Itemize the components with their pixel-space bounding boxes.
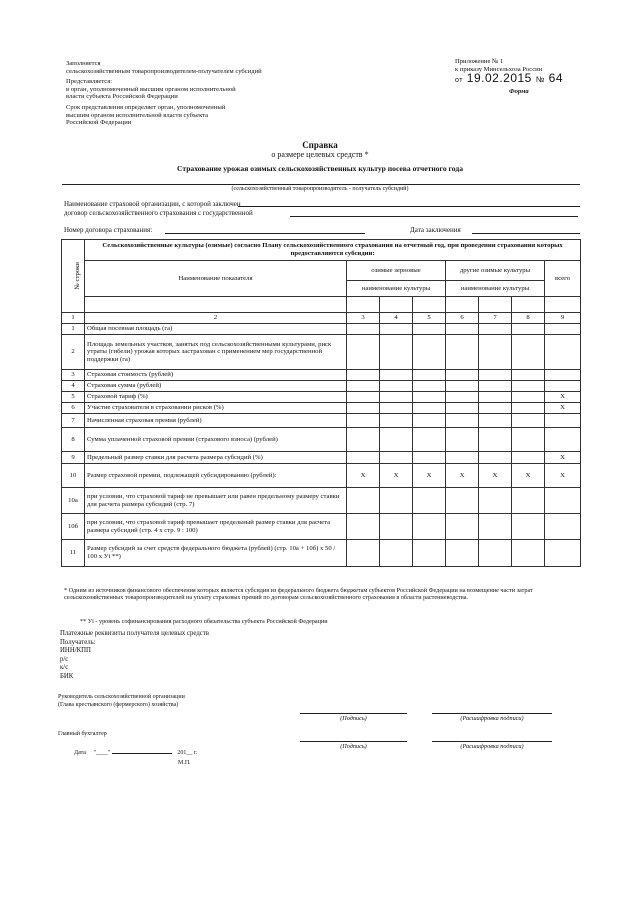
value-cell bbox=[380, 514, 413, 540]
value-cell bbox=[479, 335, 512, 370]
value-cell bbox=[479, 452, 512, 464]
value-cell bbox=[446, 370, 479, 381]
value-cell bbox=[512, 324, 545, 335]
head-sign-caption: (Подпись) bbox=[340, 715, 367, 722]
acc-decode-line bbox=[432, 741, 552, 742]
row-indicator-name: Страховая сумма (рублей) bbox=[85, 381, 347, 392]
value-cell bbox=[545, 428, 581, 452]
winter-grain-header: озимые зерновые bbox=[347, 261, 446, 281]
table-row bbox=[62, 540, 581, 567]
value-cell bbox=[380, 403, 413, 414]
row-number: 9 bbox=[62, 452, 85, 464]
value-cell bbox=[446, 392, 479, 403]
table-row bbox=[62, 381, 581, 392]
table-row bbox=[62, 403, 581, 414]
footnote-1: * Одним из источников финансового обеспечения которых является субсидия из федерального бюджета бюджетам субъектов Российской Федерации на возмещение части затрат сельскохозяйственных товаропроизводителей на уплату страховых премий по договорам сельскохозяйственного страхования в области растениеводства. bbox=[64, 587, 533, 602]
date-label: Дата bbox=[74, 750, 86, 756]
col-number: 5 bbox=[413, 313, 446, 324]
crop-group-header: Сельскохозяйственные культуры (озимые) согласно Плану сельскохозяйственного страхования на отчетный год, при проведении страхования которых предоставляются субсидии: bbox=[85, 240, 581, 261]
ks-label: к/с bbox=[60, 664, 69, 671]
submit-to-line1: в орган, уполномоченный высшим органом исполнительной bbox=[66, 85, 236, 93]
row-indicator-name: Предельный размер ставки для расчета размера субсидий (%) bbox=[85, 452, 347, 464]
row-number: 10б bbox=[62, 514, 85, 540]
value-cell bbox=[479, 403, 512, 414]
col-number: 7 bbox=[479, 313, 512, 324]
row-number: 5 bbox=[62, 392, 85, 403]
row-indicator-name: Общая посевная площадь (га) bbox=[85, 324, 347, 335]
table-row bbox=[62, 392, 581, 403]
value-cell bbox=[512, 488, 545, 514]
value-cell bbox=[446, 428, 479, 452]
value-cell bbox=[446, 324, 479, 335]
value-cell bbox=[479, 414, 512, 428]
insurer-field-line-2 bbox=[290, 216, 578, 217]
row-indicator-name: Начисленная страховая премия (рублей) bbox=[85, 414, 347, 428]
acc-sign-caption: (Подпись) bbox=[340, 743, 367, 750]
blank-cell bbox=[479, 297, 512, 313]
value-cell bbox=[347, 335, 380, 370]
table-row bbox=[62, 414, 581, 428]
value-cell bbox=[446, 514, 479, 540]
acc-decode-caption: (Расшифровка подписи) bbox=[460, 743, 524, 750]
value-cell bbox=[413, 452, 446, 464]
value-cell bbox=[479, 324, 512, 335]
value-cell bbox=[380, 324, 413, 335]
value-cell bbox=[446, 414, 479, 428]
inn-label: ИНН/КПП bbox=[60, 647, 91, 654]
total-header: всего bbox=[545, 261, 581, 297]
title-block bbox=[0, 140, 640, 173]
table-row bbox=[62, 370, 581, 381]
value-cell bbox=[446, 335, 479, 370]
value-cell: X bbox=[479, 464, 512, 488]
stamp-place: М.П. bbox=[178, 760, 191, 766]
row-number: 1 bbox=[62, 324, 85, 335]
order-label: к приказу Минсельхоза России bbox=[455, 66, 543, 73]
row-number: 2 bbox=[62, 335, 85, 370]
footnote-2: ** Уi - уровень софинансирования расходного обязательства субъекта Российской Федерации bbox=[80, 618, 328, 625]
order-date-prefix: от bbox=[455, 77, 463, 84]
date-line-block bbox=[74, 750, 274, 757]
row-number: 8 bbox=[62, 428, 85, 452]
deadline-line2: высшим органом исполнительной власти субъекта bbox=[66, 111, 209, 119]
head-sign-line bbox=[300, 713, 407, 714]
row-number: 10а bbox=[62, 488, 85, 514]
contract-date-line bbox=[472, 233, 580, 234]
value-cell bbox=[545, 335, 581, 370]
value-cell bbox=[479, 514, 512, 540]
table-row bbox=[62, 488, 581, 514]
blank-cell bbox=[347, 297, 380, 313]
value-cell bbox=[347, 370, 380, 381]
row-indicator-name: при условии, что страховой тариф не превышает или равен предельному размеру ставки для расчета размера субсидий (стр. 7) bbox=[85, 488, 347, 514]
blank-cell bbox=[446, 297, 479, 313]
value-cell bbox=[446, 540, 479, 567]
value-cell bbox=[479, 392, 512, 403]
value-cell bbox=[545, 324, 581, 335]
crop-name-header-1: наименование культуры bbox=[347, 281, 446, 297]
value-cell bbox=[413, 324, 446, 335]
header-left-block bbox=[66, 60, 336, 130]
row-indicator-name: Страховой тариф (%) bbox=[85, 392, 347, 403]
blank-cell bbox=[413, 297, 446, 313]
row-number: 3 bbox=[62, 370, 85, 381]
value-cell: X bbox=[413, 464, 446, 488]
blank-cell bbox=[512, 297, 545, 313]
value-cell bbox=[413, 428, 446, 452]
value-cell bbox=[479, 381, 512, 392]
table-row bbox=[62, 335, 581, 370]
table-row bbox=[62, 452, 581, 464]
col-number: 8 bbox=[512, 313, 545, 324]
value-cell: X bbox=[545, 392, 581, 403]
appendix-label: Приложение № 1 bbox=[455, 58, 504, 65]
doc-topic: Страхование урожая озимых сельскохозяйственных культур посева отчетного года bbox=[177, 164, 463, 173]
col-number: 1 bbox=[62, 313, 85, 324]
contract-date-label: Дата заключения bbox=[410, 226, 461, 234]
indicator-header: Наименование показателя bbox=[85, 261, 347, 297]
value-cell bbox=[545, 488, 581, 514]
row-indicator-name: Сумма уплаченной страховой премии (страхового взноса) (рублей) bbox=[85, 428, 347, 452]
value-cell bbox=[347, 540, 380, 567]
value-cell bbox=[347, 514, 380, 540]
other-winter-header: другие озимые культуры bbox=[446, 261, 545, 281]
row-indicator-name: при условии, что страховой тариф превышает предельный размер ставки для расчета размера субсидий (стр. 4 х стр. 9 : 100) bbox=[85, 514, 347, 540]
value-cell bbox=[380, 414, 413, 428]
value-cell bbox=[413, 370, 446, 381]
submit-note: Представляется: bbox=[66, 78, 113, 86]
value-cell bbox=[380, 335, 413, 370]
table-row bbox=[62, 428, 581, 452]
producer-caption: (сельскохозяйственный товаропроизводитель - получатель субсидий) bbox=[231, 186, 409, 192]
value-cell bbox=[512, 428, 545, 452]
value-cell bbox=[545, 370, 581, 381]
order-num-prefix: № bbox=[535, 75, 545, 84]
value-cell bbox=[380, 488, 413, 514]
value-cell bbox=[380, 392, 413, 403]
date-day: "____" bbox=[93, 750, 111, 756]
head-label-1: Руководитель сельскохозяйственной организации bbox=[58, 694, 185, 700]
value-cell bbox=[347, 324, 380, 335]
value-cell bbox=[413, 540, 446, 567]
accountant-label: Главный бухгалтер bbox=[58, 731, 107, 737]
value-cell bbox=[545, 514, 581, 540]
value-cell: X bbox=[512, 464, 545, 488]
value-cell: X bbox=[545, 452, 581, 464]
producer-line bbox=[62, 184, 580, 185]
value-cell bbox=[479, 488, 512, 514]
value-cell bbox=[413, 381, 446, 392]
value-cell: X bbox=[380, 464, 413, 488]
value-cell bbox=[512, 540, 545, 567]
col-number: 9 bbox=[545, 313, 581, 324]
value-cell bbox=[413, 392, 446, 403]
value-cell: X bbox=[446, 464, 479, 488]
insurer-label-1: Наименование страховой организации, с которой заключен bbox=[64, 200, 241, 208]
value-cell bbox=[545, 540, 581, 567]
value-cell bbox=[380, 428, 413, 452]
date-year: 201__ г. bbox=[177, 750, 198, 756]
value-cell bbox=[413, 403, 446, 414]
value-cell bbox=[413, 335, 446, 370]
contract-field-line bbox=[165, 233, 365, 234]
payment-title: Платежные реквизиты получателя целевых средств bbox=[60, 630, 210, 637]
col-number: 4 bbox=[380, 313, 413, 324]
table-row bbox=[62, 514, 581, 540]
value-cell bbox=[512, 403, 545, 414]
value-cell bbox=[347, 414, 380, 428]
table-row bbox=[62, 464, 581, 488]
submit-to-line2: власти субъекта Российской Федерации bbox=[66, 93, 178, 101]
value-cell bbox=[347, 452, 380, 464]
value-cell bbox=[413, 514, 446, 540]
row-indicator-name: Участие страхователя в страховании рисков (%) bbox=[85, 403, 347, 414]
row-indicator-name: Площадь земельных участков, занятых под сельскохозяйственными культурами, риск утраты (гибели) урожая которых застрахован с применением мер государственной поддержки (га) bbox=[85, 335, 347, 370]
rs-label: р/с bbox=[60, 655, 69, 663]
insurer-label-2: договор сельскохозяйственного страхования с государственной bbox=[64, 209, 253, 217]
subsidy-table bbox=[61, 239, 581, 567]
value-cell bbox=[413, 414, 446, 428]
fill-note-who: сельскохозяйственным товаропроизводителем-получателем субсидий bbox=[66, 67, 262, 75]
crop-name-header-2: наименование культуры bbox=[446, 281, 545, 297]
value-cell: X bbox=[545, 403, 581, 414]
row-number: 6 bbox=[62, 403, 85, 414]
value-cell bbox=[413, 488, 446, 514]
value-cell bbox=[479, 370, 512, 381]
value-cell bbox=[380, 381, 413, 392]
value-cell bbox=[512, 514, 545, 540]
value-cell bbox=[347, 381, 380, 392]
head-decode-line bbox=[432, 713, 552, 714]
value-cell bbox=[512, 392, 545, 403]
row-number: 7 bbox=[62, 414, 85, 428]
value-cell bbox=[512, 414, 545, 428]
value-cell bbox=[479, 540, 512, 567]
head-label-2: (Глава крестьянского (фермерского) хозяйства) bbox=[58, 702, 179, 708]
value-cell bbox=[512, 335, 545, 370]
col-number: 2 bbox=[85, 313, 347, 324]
blank-cell bbox=[380, 297, 413, 313]
value-cell bbox=[479, 428, 512, 452]
date-month-line bbox=[112, 753, 172, 754]
table-row bbox=[62, 324, 581, 335]
doc-subtitle: о размере целевых средств * bbox=[271, 150, 369, 159]
order-number: 64 bbox=[548, 71, 563, 85]
value-cell bbox=[347, 392, 380, 403]
doc-title: Справка bbox=[302, 140, 338, 150]
row-number: 10 bbox=[62, 464, 85, 488]
bik-label: БИК bbox=[60, 672, 74, 680]
row-indicator-name: Страховая стоимость (рублей) bbox=[85, 370, 347, 381]
head-decode-caption: (Расшифровка подписи) bbox=[460, 715, 524, 722]
value-cell bbox=[380, 540, 413, 567]
value-cell bbox=[446, 403, 479, 414]
deadline-line1: Срок представления определяет орган, уполномоченный bbox=[66, 103, 226, 111]
row-indicator-name: Размер субсидий за счет средств федерального бюджета (рублей) (стр. 10а + 10б) х 50 / 100 х Уi **) bbox=[85, 540, 347, 567]
value-cell bbox=[545, 414, 581, 428]
order-date: 19.02.2015 bbox=[466, 71, 532, 85]
acc-sign-line bbox=[300, 741, 407, 742]
fill-note: Заполняется bbox=[66, 60, 101, 67]
value-cell bbox=[512, 452, 545, 464]
value-cell bbox=[545, 381, 581, 392]
value-cell bbox=[446, 381, 479, 392]
col-number: 3 bbox=[347, 313, 380, 324]
contract-label: Номер договора страхования: bbox=[64, 226, 153, 234]
value-cell bbox=[347, 428, 380, 452]
payment-block bbox=[60, 630, 209, 681]
value-cell bbox=[512, 370, 545, 381]
insurer-field-line-1 bbox=[238, 206, 580, 207]
value-cell bbox=[446, 452, 479, 464]
deadline-line3: Российской Федерации bbox=[66, 119, 132, 127]
row-number: 11 bbox=[62, 540, 85, 567]
value-cell: X bbox=[347, 464, 380, 488]
value-cell bbox=[347, 488, 380, 514]
form-label: Форма bbox=[509, 88, 529, 95]
col-number: 6 bbox=[446, 313, 479, 324]
row-number: 4 bbox=[62, 381, 85, 392]
value-cell: X bbox=[545, 464, 581, 488]
value-cell bbox=[380, 452, 413, 464]
row-indicator-name: Размер страховой премии, подлежащей субсидированию (рублей): bbox=[85, 464, 347, 488]
value-cell bbox=[512, 381, 545, 392]
row-num-header: № строки bbox=[62, 240, 85, 313]
recipient-label: Получатель: bbox=[60, 638, 96, 646]
value-cell bbox=[446, 488, 479, 514]
header-right-block bbox=[455, 58, 605, 96]
blank-cell bbox=[545, 297, 581, 313]
blank-cell bbox=[85, 297, 347, 313]
value-cell bbox=[380, 370, 413, 381]
order-date-line bbox=[455, 71, 605, 85]
table-body bbox=[62, 324, 581, 567]
value-cell bbox=[347, 403, 380, 414]
